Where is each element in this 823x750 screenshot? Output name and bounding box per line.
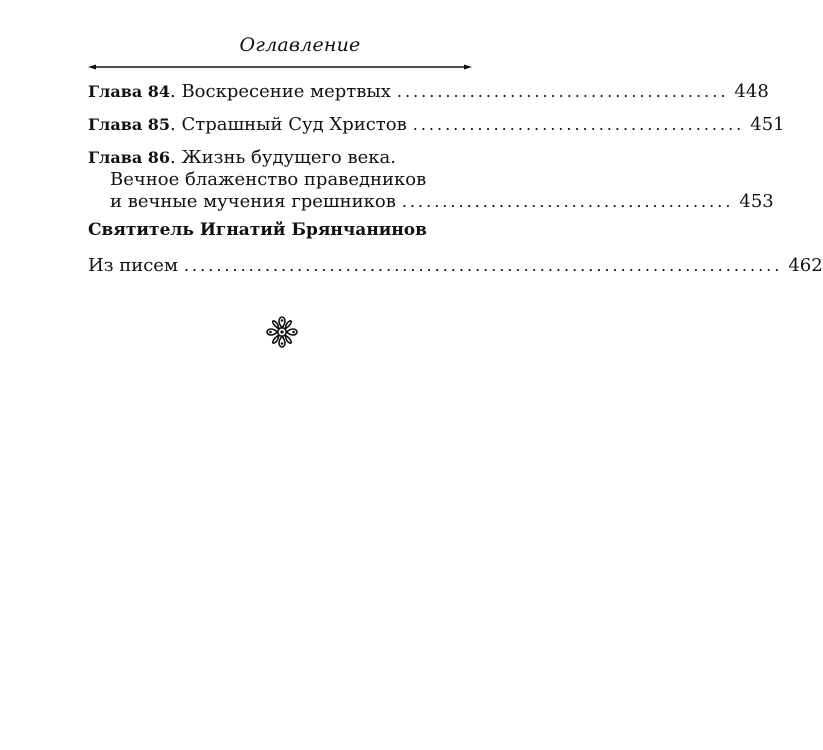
toc-entry-letters[interactable]	[88, 254, 823, 278]
toc-entry-86-last-line[interactable]	[110, 190, 774, 214]
section-heading: Святитель Игнатий Брянчанинов	[88, 220, 427, 240]
toc-entry-84[interactable]	[88, 80, 769, 104]
page-number: 462	[788, 255, 823, 276]
toc-entry-86[interactable]	[88, 146, 472, 170]
chapter-number: Глава 85	[88, 115, 171, 134]
chapter-title: . Страшный Суд Христов	[170, 114, 407, 135]
running-head-title: Оглавление	[239, 34, 361, 56]
page-number: 448	[734, 81, 769, 102]
chapter-title: . Воскресение мертвых	[170, 81, 391, 102]
item-title: Из писем	[88, 255, 178, 276]
chapter-title-line1: . Жизнь будущего века.	[170, 147, 396, 168]
page-number: 451	[750, 114, 785, 135]
chapter-title-line3: и вечные мучения грешников	[110, 191, 396, 212]
page-number: 453	[739, 191, 774, 212]
chapter-number: Глава 84	[88, 82, 171, 101]
leader-dots: .........................................	[401, 192, 734, 211]
leader-dots: ..........................................................................	[183, 256, 783, 275]
chapter-number: Глава 86	[88, 148, 171, 167]
floral-ornament-icon	[264, 314, 300, 350]
leader-dots: .........................................	[396, 82, 729, 101]
leader-dots: .........................................	[412, 115, 745, 134]
chapter-title-line2: Вечное блаженство праведников	[110, 169, 427, 190]
header-rule	[88, 60, 472, 74]
toc-entry-85[interactable]	[88, 113, 785, 137]
